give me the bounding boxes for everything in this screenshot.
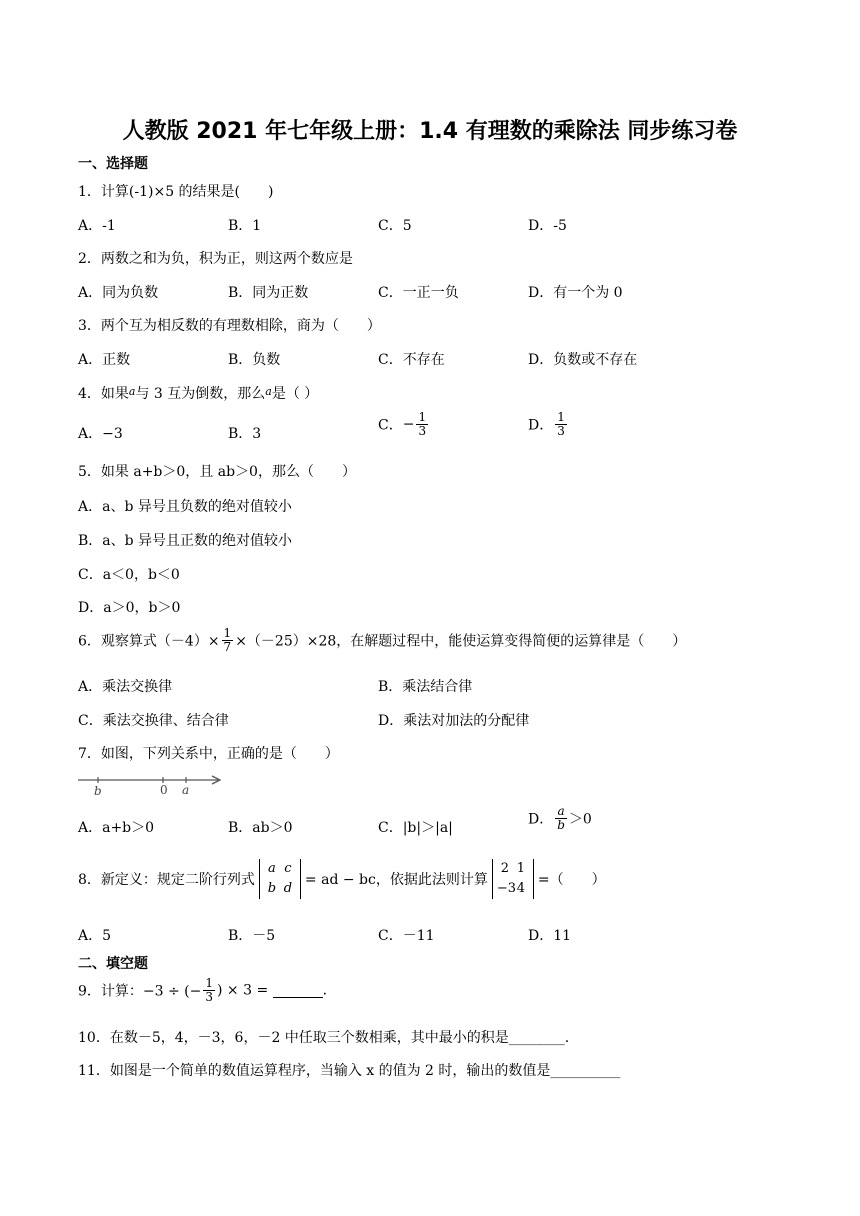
fraction-denominator: 7 bbox=[223, 640, 232, 654]
q4-option-d-fraction bbox=[555, 411, 567, 438]
question-4 bbox=[78, 383, 318, 403]
q4-stem-part1: 4．如果 bbox=[78, 386, 129, 402]
axis-label-zero: 0 bbox=[160, 783, 168, 797]
question-10: 10．在数－5，4，－3，6，－2 中任取三个数相乘，其中最小的积是________. bbox=[78, 1030, 570, 1046]
q1-option-b: B．1 bbox=[228, 218, 262, 234]
q7-option-d-label: D． bbox=[528, 811, 554, 828]
q9-fraction bbox=[203, 977, 215, 1004]
q5-option-b: B．a、b 异号且正数的绝对值较小 bbox=[78, 533, 293, 549]
q4-option-b: B．3 bbox=[228, 426, 262, 442]
matrix-cell: 4 bbox=[516, 881, 525, 896]
q4-option-d-label: D． bbox=[528, 417, 554, 434]
question-3: 3．两个互为相反数的有理数相除，商为（ ） bbox=[78, 318, 381, 334]
q8-determinant-definition bbox=[259, 859, 301, 899]
q1-option-a: A．-1 bbox=[78, 218, 116, 234]
q4-stem-part3: 是（ ） bbox=[271, 386, 319, 402]
q4-stem-part2: 与 3 互为倒数，那么 bbox=[135, 386, 266, 402]
q8-option-a: A．5 bbox=[78, 928, 112, 944]
q5-option-a: A．a、b 异号且负数的绝对值较小 bbox=[78, 499, 292, 515]
q4-option-d bbox=[528, 411, 569, 438]
axis-label-b: b bbox=[94, 784, 102, 798]
q2-option-b: B．同为正数 bbox=[228, 285, 309, 301]
q9-answer-blank bbox=[273, 983, 323, 998]
q6-option-a: A．乘法交换律 bbox=[78, 679, 173, 695]
fraction-numerator: a bbox=[557, 804, 565, 818]
q2-option-d: D．有一个为 0 bbox=[528, 285, 623, 301]
number-line-figure bbox=[76, 772, 226, 800]
q6-option-c: C．乘法交换律、结合律 bbox=[78, 713, 229, 729]
fraction-denominator: 3 bbox=[205, 990, 214, 1004]
axis-label-a: a bbox=[182, 783, 190, 797]
q2-option-a: A．同为负数 bbox=[78, 285, 159, 301]
question-11: 11．如图是一个简单的数值运算程序，当输入 x 的值为 2 时，输出的数值是__________ bbox=[78, 1063, 621, 1079]
fraction-numerator: 1 bbox=[557, 410, 565, 424]
q7-option-b: B．ab＞0 bbox=[228, 820, 293, 836]
q8-stem-part1: 8．新定义：规定二阶行列式 bbox=[78, 872, 255, 888]
q4-variable-2: a bbox=[265, 385, 272, 398]
question-7: 7．如图，下列关系中，正确的是（ ） bbox=[78, 746, 339, 762]
q6-option-d: D．乘法对加法的分配律 bbox=[378, 713, 530, 729]
q7-option-d bbox=[528, 805, 592, 832]
q8-option-d: D．11 bbox=[528, 928, 572, 944]
q1-option-c: C．5 bbox=[378, 218, 412, 234]
question-1: 1．计算(-1)×5 的结果是( ) bbox=[78, 184, 274, 200]
q6-stem-part1: 6．观察算式（－4）× bbox=[78, 633, 220, 650]
q9-stem-part2: ) × 3 = bbox=[217, 982, 273, 999]
matrix-cell: d bbox=[283, 881, 293, 896]
q6-fraction bbox=[222, 627, 234, 654]
question-5: 5．如果 a+b＞0，且 ab＞0，那么（ ） bbox=[78, 464, 356, 480]
q5-option-c: C．a＜0，b＜0 bbox=[78, 567, 180, 583]
q8-determinant-problem bbox=[492, 859, 534, 899]
q4-variable: a bbox=[128, 385, 136, 398]
q9-stem-part1: 9．计算：−3 ÷ (− bbox=[78, 983, 202, 1000]
q5-option-d: D．a＞0，b＞0 bbox=[78, 600, 181, 616]
q8-option-c: C．－11 bbox=[378, 928, 435, 944]
matrix-cell: −3 bbox=[496, 881, 517, 896]
q9-stem-part3: . bbox=[322, 982, 328, 999]
fraction-denominator: b bbox=[557, 818, 565, 832]
fraction-numerator: 1 bbox=[205, 976, 214, 990]
page-title: 人教版 2021 年七年级上册：1.4 有理数的乘除法 同步练习卷 bbox=[122, 119, 738, 144]
question-2: 2．两数之和为负，积为正，则这两个数应是 bbox=[78, 251, 353, 267]
q8-stem-part3: =（ ） bbox=[537, 872, 606, 888]
q4-option-a: A．−3 bbox=[78, 426, 123, 442]
section-heading-fill: 二、填空题 bbox=[78, 956, 148, 972]
matrix-cell: 2 bbox=[500, 861, 509, 876]
fraction-numerator: 1 bbox=[418, 410, 427, 424]
section-heading-choice: 一、选择题 bbox=[78, 156, 148, 172]
question-6 bbox=[78, 627, 686, 654]
q8-stem-part2: = ad − bc，依据此法则计算 bbox=[304, 872, 488, 888]
q7-option-d-fraction bbox=[555, 805, 567, 832]
fraction-denominator: 3 bbox=[418, 424, 427, 438]
q7-option-a: A．a+b＞0 bbox=[78, 820, 155, 836]
q6-option-b: B．乘法结合律 bbox=[378, 679, 473, 695]
matrix-cell: a bbox=[268, 861, 276, 876]
q3-option-a: A．正数 bbox=[78, 352, 131, 368]
fraction-numerator: 1 bbox=[223, 626, 232, 640]
matrix-cell: c bbox=[284, 861, 292, 876]
q3-option-c: C．不存在 bbox=[378, 352, 445, 368]
matrix-cell: b bbox=[267, 881, 277, 896]
q6-stem-part2: ×（－25）×28，在解题过程中，能使运算变得简便的运算律是（ ） bbox=[235, 633, 687, 650]
q4-option-c bbox=[378, 411, 430, 438]
fraction-denominator: 3 bbox=[557, 424, 565, 438]
q1-option-d: D．-5 bbox=[528, 218, 567, 234]
q3-option-b: B．负数 bbox=[228, 352, 281, 368]
question-8 bbox=[78, 859, 606, 899]
q8-option-b: B．－5 bbox=[228, 928, 276, 944]
q2-option-c: C．一正一负 bbox=[378, 285, 459, 301]
q4-option-c-fraction bbox=[416, 411, 428, 438]
q4-option-c-label: C． bbox=[378, 417, 403, 434]
q4-option-c-sign: − bbox=[402, 416, 415, 433]
question-9 bbox=[78, 977, 327, 1004]
matrix-cell: 1 bbox=[516, 861, 525, 876]
q7-option-c: C．|b|＞|a| bbox=[378, 820, 453, 836]
q7-option-d-tail: ＞0 bbox=[568, 811, 592, 828]
q3-option-d: D．负数或不存在 bbox=[528, 352, 638, 368]
